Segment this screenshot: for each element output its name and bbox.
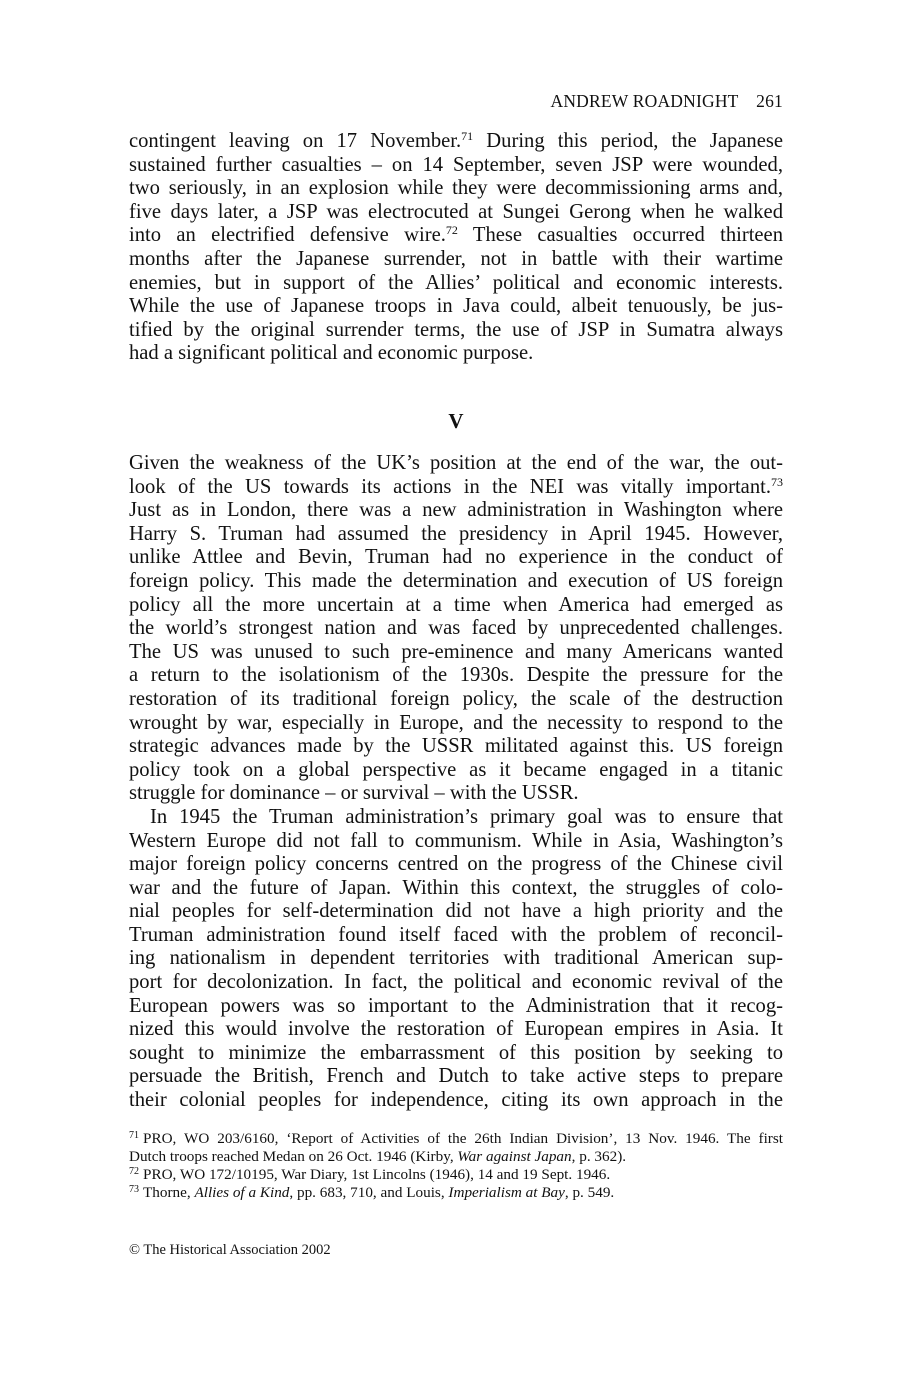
text-line: two seriously, in an explosion while they were decommissioning arms and,: [129, 177, 783, 200]
text-line: port for decolonization. In fact, the political and economic revival of the: [129, 971, 783, 994]
footnote-71-cont: Dutch troops reached Medan on 26 Oct. 1946 (Kirby, War against Japan, p. 362).: [129, 1148, 627, 1165]
text-line: nial peoples for self-determination did not have a high priority and the: [129, 900, 783, 923]
text-line: contingent leaving on 17 November.$^{71}$ During this period, the Japanese: [129, 129, 783, 152]
footnote-72: $^{72}$ PRO, WO 172/10195, War Diary, 1st Lincolns (1946), 14 and 19 Sept. 1946.: [129, 1166, 611, 1183]
footnote-73: $^{73}$ Thorne, Allies of a Kind, pp. 683, 710, and Louis, Imperialism at Bay, p. 549.: [129, 1184, 615, 1201]
text-line: enemies, but in support of the Allies’ political and economic interests.: [129, 271, 783, 294]
footnote-ref-72[interactable]: 72: [445, 223, 458, 238]
text-line: foreign policy. This made the determination and execution of US foreign: [129, 569, 783, 592]
text-line: into an electrified defensive wire.$^{72}$ These casualties occurred thirteen: [129, 223, 783, 247]
text-line: While the use of Japanese troops in Java could, albeit tenuously, be jus-: [129, 295, 783, 318]
paragraph-continued: [129, 130, 783, 366]
text-line: Just as in London, there was a new administration in Washington where: [129, 499, 783, 522]
text-line: had a significant political and economic purpose.: [129, 342, 534, 365]
text-line: The US was unused to such pre-eminence and many Americans wanted: [129, 640, 783, 663]
text-line: tified by the original surrender terms, the use of JSP in Sumatra always: [129, 318, 783, 341]
text-line: sustained further casualties – on 14 September, seven JSP were wounded,: [129, 153, 783, 176]
cited-title: War against Japan: [457, 1148, 572, 1165]
text-line: war and the future of Japan. Within this context, the struggles of colo-: [129, 876, 783, 899]
text-line: policy all the more uncertain at a time when America had emerged as: [129, 593, 783, 616]
text-line: Western Europe did not fall to communism. While in Asia, Washington’s: [129, 829, 783, 852]
text-line: unlike Attlee and Bevin, Truman had no experience in the conduct of: [129, 546, 783, 569]
footnote-mark: 73: [129, 1184, 139, 1195]
footnote-ref-73[interactable]: 73: [771, 474, 783, 489]
cited-title: Imperialism at Bay: [448, 1184, 565, 1201]
footnote-mark: 72: [129, 1166, 139, 1177]
text-line: major foreign policy concerns centred on the progress of the Chinese civil: [129, 853, 783, 876]
text-line: Given the weakness of the UK’s position at the end of the war, the out-: [129, 452, 783, 474]
page-number: 261: [756, 91, 783, 111]
text-line: ing nationalism in dependent territories with traditional American sup-: [129, 947, 783, 970]
cited-title: Allies of a Kind: [194, 1184, 290, 1201]
text-line: wrought by war, especially in Europe, and the necessity to respond to the: [129, 711, 783, 734]
footnote-71: $^{71}$ PRO, WO 203/6160, ‘Report of Activities of the 26th Indian Division’, 13 Nov. 1946. The first: [129, 1130, 783, 1147]
text-line: policy took on a global perspective as it became engaged in a titanic: [129, 758, 783, 781]
running-head: [550, 91, 783, 112]
section-heading: V: [448, 409, 464, 433]
text-line: sought to minimize the embarrassment of this position by seeking to: [129, 1041, 783, 1064]
paragraph: [129, 452, 783, 1113]
footnote-ref-71[interactable]: 71: [461, 129, 474, 143]
text-line: In 1945 the Truman administration’s primary goal was to ensure that: [150, 805, 783, 828]
text-line: European powers was so important to the Administration that it recog-: [129, 994, 783, 1017]
text-line: the world’s strongest nation and was faced by unprecedented challenges.: [129, 617, 783, 640]
text-line: strategic advances made by the USSR militated against this. US foreign: [129, 735, 783, 758]
text-line: persuade the British, French and Dutch to take active steps to prepare: [129, 1065, 783, 1088]
text-line: restoration of its traditional foreign policy, the scale of the destruction: [129, 687, 783, 710]
text-line: Harry S. Truman had assumed the presidency in April 1945. However,: [129, 522, 783, 545]
copyright-notice: © The Historical Association 2002: [129, 1242, 331, 1258]
footnotes: [129, 1130, 783, 1202]
text-line: Truman administration found itself faced with the problem of reconcil-: [129, 923, 783, 946]
footnote-mark: 71: [129, 1130, 139, 1141]
text-line: a return to the isolationism of the 1930s. Despite the pressure for the: [129, 664, 783, 687]
text-line: months after the Japanese surrender, not in battle with their wartime: [129, 247, 783, 270]
text-line: look of the US towards its actions in the NEI was vitally important.$^{73}$: [129, 474, 783, 498]
text-line: struggle for dominance – or survival – with the USSR.: [129, 782, 579, 805]
text-line: five days later, a JSP was electrocuted at Sungei Gerong when he walked: [129, 200, 783, 223]
running-head-author: ANDREW ROADNIGHT: [550, 91, 739, 111]
text-line: nized this would involve the restoration of European empires in Asia. It: [129, 1018, 783, 1041]
text-line: their colonial peoples for independence, citing its own approach in the: [129, 1089, 783, 1112]
